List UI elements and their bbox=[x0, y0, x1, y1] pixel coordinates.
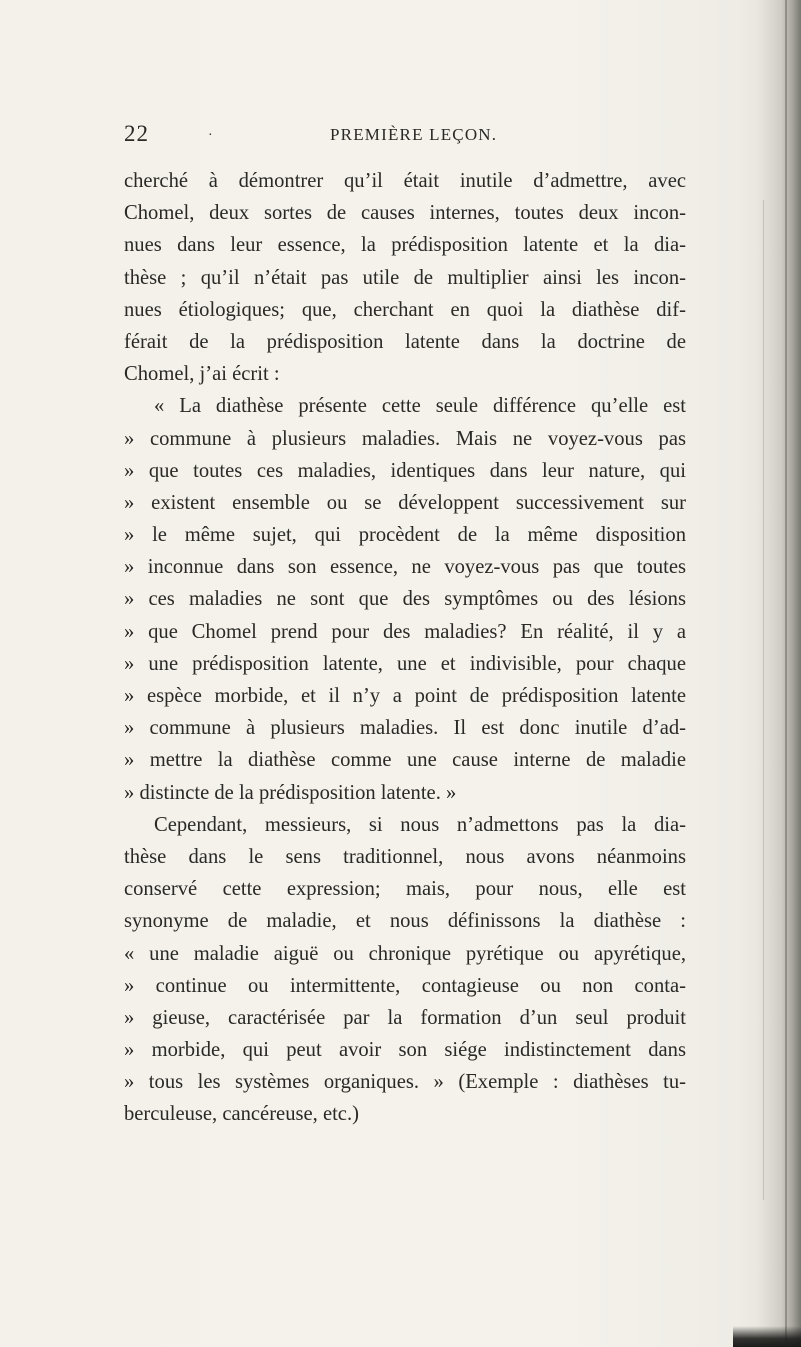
running-head: PREMIÈRE LEÇON. bbox=[330, 125, 498, 144]
text-line: » que toutes ces maladies, identiques dans leur nature, qui bbox=[124, 459, 686, 482]
text-line: » continue ou intermittente, contagieuse ou non conta- bbox=[124, 974, 686, 997]
header-separator-dot: · bbox=[208, 128, 213, 143]
text-line: » ces maladies ne sont que des symptômes ou des lésions bbox=[124, 588, 686, 611]
text-line: » une prédisposition latente, une et indivisible, pour chaque bbox=[124, 652, 686, 675]
text-line: thèse dans le sens traditionnel, nous avons néanmoins bbox=[124, 845, 686, 868]
binding-dark-corner bbox=[733, 1326, 801, 1347]
text-line: cherché à démontrer qu’il était inutile d’admettre, avec bbox=[124, 170, 686, 192]
text-line: » mettre la diathèse comme une cause interne de maladie bbox=[124, 749, 686, 772]
text-line: nues dans leur essence, la prédisposition latente et la dia- bbox=[124, 234, 686, 257]
text-line: thèse ; qu’il n’était pas utile de multiplier ainsi les incon- bbox=[124, 266, 686, 289]
text-line: Chomel, deux sortes de causes internes, toutes deux incon- bbox=[124, 202, 686, 225]
text-line: » le même sujet, qui procèdent de la même disposition bbox=[124, 524, 686, 547]
text-line: férait de la prédisposition latente dans la doctrine de bbox=[124, 330, 686, 353]
text-line: » morbide, qui peut avoir son siége indistinctement dans bbox=[124, 1039, 686, 1062]
text-line: » tous les systèmes organiques. » (Exemple : diathèses tu- bbox=[124, 1071, 686, 1094]
text-line: synonyme de maladie, et nous définissons la diathèse : bbox=[124, 910, 686, 933]
text-line: nues étiologiques; que, cherchant en quoi la diathèse dif- bbox=[124, 298, 686, 321]
text-line: » commune à plusieurs maladies. Il est donc inutile d’ad- bbox=[124, 717, 686, 740]
text-line: « une maladie aiguë ou chronique pyrétique ou apyrétique, bbox=[124, 942, 686, 965]
text-line: Cependant, messieurs, si nous n’admettons pas la dia- bbox=[154, 813, 686, 836]
text-line: conservé cette expression; mais, pour nous, elle est bbox=[124, 878, 686, 901]
text-line: » commune à plusieurs maladies. Mais ne voyez-vous pas bbox=[124, 427, 686, 450]
body-text bbox=[124, 165, 686, 1131]
text-line: » espèce morbide, et il n’y a point de prédisposition latente bbox=[124, 685, 686, 707]
text-line: berculeuse, cancéreuse, etc.) bbox=[124, 1103, 359, 1126]
binding-edge-line bbox=[785, 0, 787, 1347]
page-number: 22 bbox=[124, 121, 149, 146]
text-line: » que Chomel prend pour des maladies? En réalité, il y a bbox=[124, 620, 686, 643]
text-line: » inconnue dans son essence, ne voyez-vous pas que toutes bbox=[124, 556, 686, 579]
text-line: » gieuse, caractérisée par la formation d’un seul produit bbox=[124, 1006, 686, 1029]
text-line: Chomel, j’ai écrit : bbox=[124, 363, 280, 386]
page-header bbox=[124, 121, 684, 149]
text-line: « La diathèse présente cette seule différence qu’elle est bbox=[154, 395, 686, 418]
binding-fold-line bbox=[763, 200, 764, 1200]
text-line: » existent ensemble ou se développent successivement sur bbox=[124, 491, 686, 514]
text-line: » distincte de la prédisposition latente. » bbox=[124, 781, 457, 804]
